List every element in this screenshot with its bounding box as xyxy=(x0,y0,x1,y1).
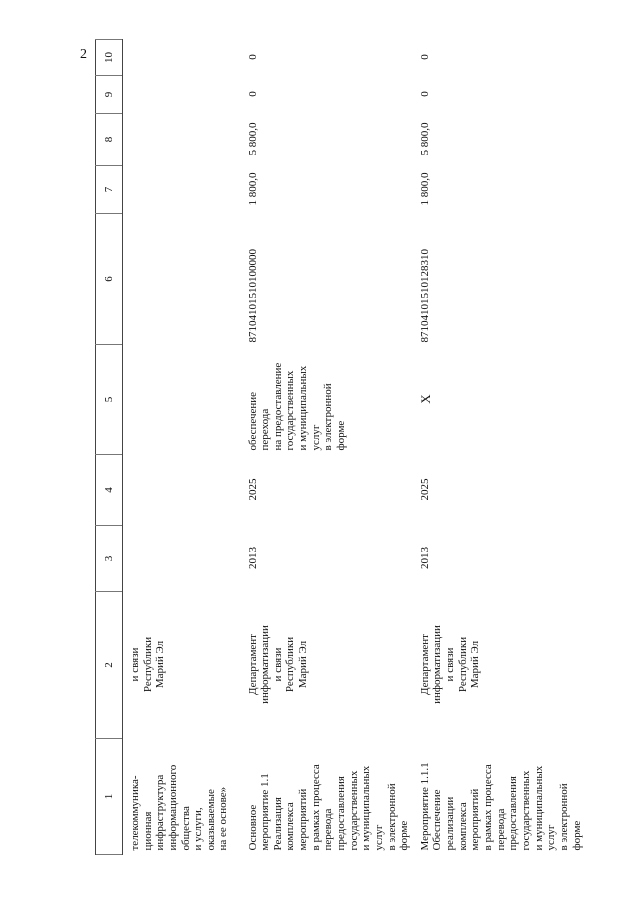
activity-name-cell: Основное мероприятие 1.1 Реализация комплекса мероприятий в рамках процесса перевода предоставления государственных и муниципальных услуг в электронной форме xyxy=(246,764,411,851)
goal-cell: обеспечение перехода на предоставление государственных и муниципальных услуг в электронной форме xyxy=(246,362,347,451)
value-cell xyxy=(123,114,241,166)
end-year-cell: 2025 xyxy=(246,478,259,501)
table-row xyxy=(123,40,241,855)
start-year-cell: 2013 xyxy=(418,547,431,569)
header-row xyxy=(96,40,123,855)
column-header: 6 xyxy=(96,214,123,345)
goal-cell xyxy=(123,345,241,455)
budget-code-cell xyxy=(123,214,241,345)
column-header: 8 xyxy=(96,114,123,166)
column-header: 7 xyxy=(96,166,123,214)
value-cell: 0 xyxy=(246,54,259,60)
column-header: 9 xyxy=(96,76,123,114)
start-year-cell: 2013 xyxy=(246,547,259,569)
activity-name-cell: телекоммуника- ционная инфраструктура информационного общества и услуги, оказываемые на ее основе» xyxy=(129,764,230,851)
column-header: 1 xyxy=(96,739,123,855)
column-header: 3 xyxy=(96,526,123,592)
column-header: 5 xyxy=(96,345,123,455)
value-cell: 1 800,0 xyxy=(246,172,259,206)
responsible-dept-cell: Департамент информатизации и связи Республики Марий Эл xyxy=(246,625,310,704)
value-cell: 0 xyxy=(418,54,431,60)
activity-name-cell: Мероприятие 1.1.1 Обеспечение реализации комплекса мероприятий в рамках процесса перевода предоставления государственных и муниципальных услуг в электронной форме xyxy=(418,762,583,851)
budget-code-cell: 87104101510128310 xyxy=(418,249,431,343)
responsible-dept-cell: и связи Республики Марий Эл xyxy=(129,636,167,693)
responsible-dept-cell: Департамент информатизации и связи Республики Марий Эл xyxy=(418,625,482,704)
table-row xyxy=(241,40,413,855)
end-year-cell: 2025 xyxy=(418,478,431,501)
value-cell: 0 xyxy=(418,91,431,97)
goal-cell: X xyxy=(417,394,433,404)
table-row xyxy=(413,40,588,855)
budget-code-cell: 87104101510100000 xyxy=(246,249,259,343)
value-cell: 5 800,0 xyxy=(246,122,259,156)
value-cell: 1 800,0 xyxy=(418,172,431,206)
page-number: 2 xyxy=(80,47,87,62)
value-cell xyxy=(123,76,241,114)
column-header: 10 xyxy=(96,40,123,76)
start-year-cell xyxy=(123,526,241,592)
column-header: 2 xyxy=(96,592,123,739)
value-cell xyxy=(123,166,241,214)
value-cell: 5 800,0 xyxy=(418,122,431,156)
program-table xyxy=(95,39,588,855)
column-header: 4 xyxy=(96,455,123,526)
value-cell xyxy=(123,40,241,76)
end-year-cell xyxy=(123,455,241,526)
value-cell: 0 xyxy=(246,91,259,97)
